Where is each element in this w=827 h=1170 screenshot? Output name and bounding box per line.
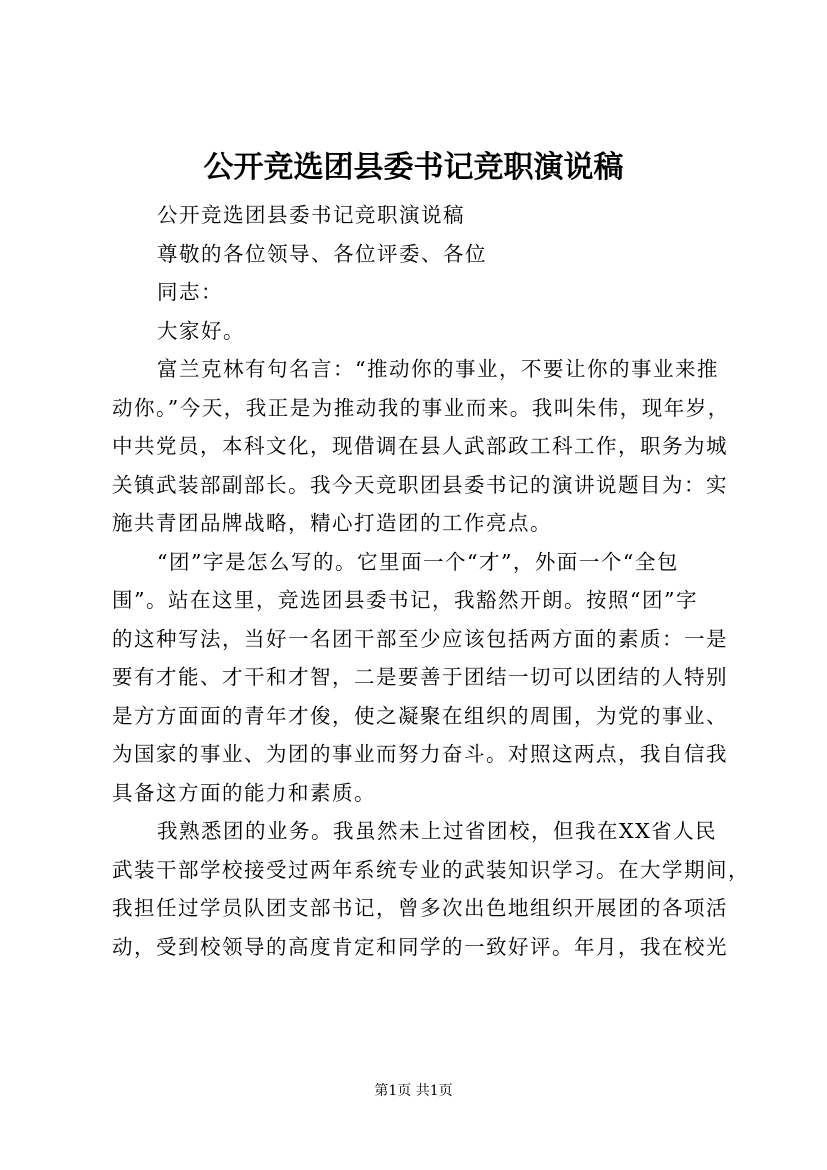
body-line: 施共青团品牌战略，精心打造团的工作亮点。 (112, 511, 552, 535)
body-line: 富兰克林有句名言：“推动你的事业，不要让你的事业来推 (157, 357, 719, 381)
body-line: 我担任过学员队团支部书记，曾多次出色地组织开展团的各项活 (112, 896, 728, 920)
document-title: 公开竞选团县委书记竞职演说稿 (203, 150, 624, 185)
body-line: 的这种写法，当好一名团干部至少应该包括两方面的素质：一是 (112, 626, 728, 651)
body-line: “团”字是怎么写的。它里面一个“才”，外面一个“全包 (157, 549, 679, 574)
document-body (112, 196, 750, 966)
body-line: 围”。站在这里，竞选团县委书记，我豁然开朗。按照“团”字 (112, 588, 698, 612)
body-line: 是方方面面的青年才俊，使之凝聚在组织的周围，为党的事业、 (112, 703, 728, 728)
body-line: 武装干部学校接受过两年系统专业的武装知识学习。在大学期间， (112, 857, 750, 882)
body-line: 动，受到校领导的高度肯定和同学的一致好评。年月，我在校光 (112, 934, 728, 959)
page-footer: 第1页 共1页 (374, 1083, 453, 1099)
body-line: 要有才能、才干和才智，二是要善于团结一切可以团结的人特别 (112, 665, 728, 689)
body-line: 尊敬的各位领导、各位评委、各位 (157, 241, 487, 266)
body-line: 同志： (157, 280, 223, 304)
body-line: 公开竞选团县委书记竞职演说稿 (157, 203, 465, 227)
body-line: 关镇武装部副部长。我今天竞职团县委书记的演讲说题目为：实 (112, 472, 728, 497)
body-line: 中共党员，本科文化，现借调在县人武部政工科工作，职务为城 (112, 434, 728, 458)
body-line: 为国家的事业、为团的事业而努力奋斗。对照这两点，我自信我 (112, 742, 728, 766)
body-line: 动你。”今天，我正是为推动我的事业而来。我叫朱伟，现年岁， (112, 395, 730, 420)
body-line: 我熟悉团的业务。我虽然未上过省团校，但我在XX省人民 (157, 819, 718, 843)
body-line: 大家好。 (157, 318, 245, 343)
body-line: 具备这方面的能力和素质。 (112, 780, 376, 805)
